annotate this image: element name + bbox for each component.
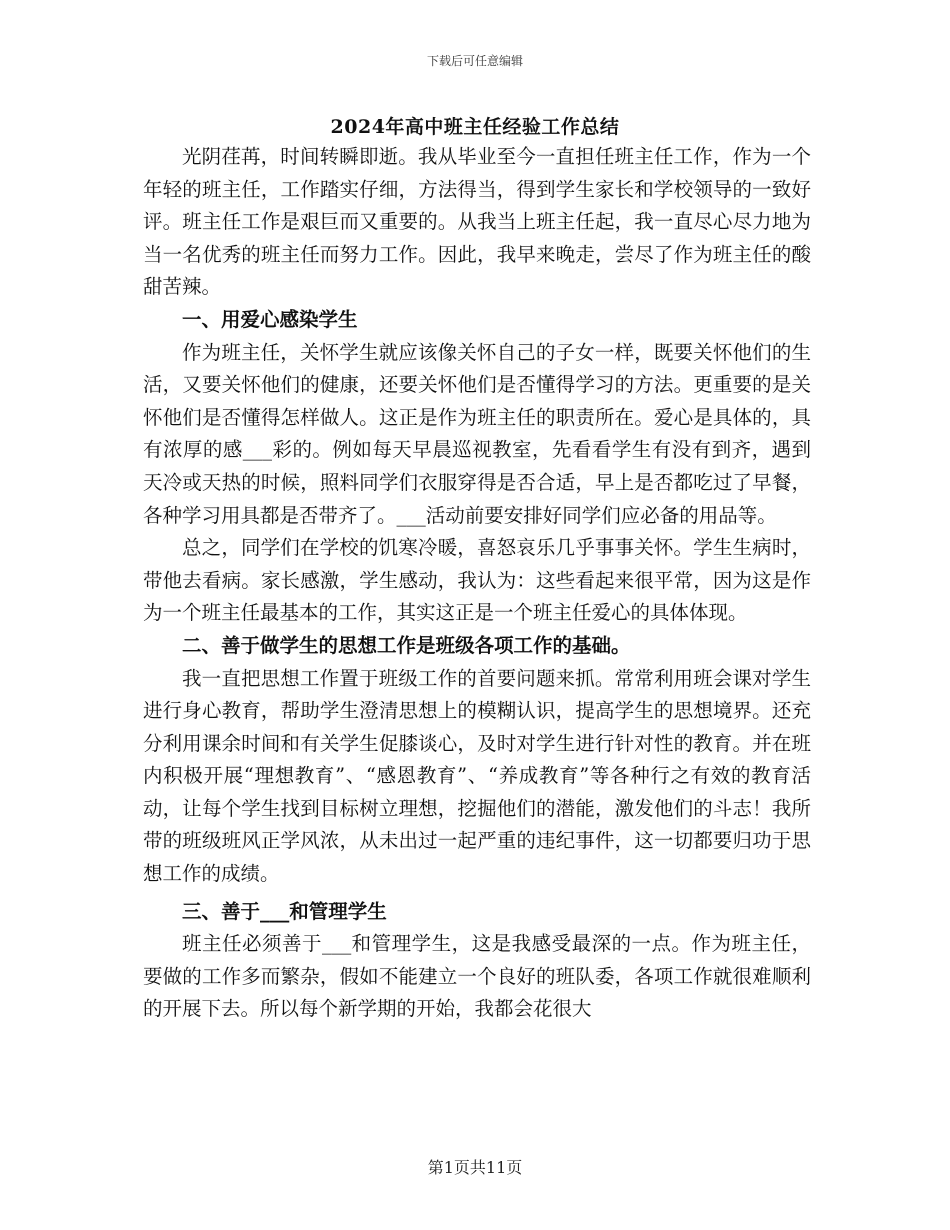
document-body [143,141,811,1026]
section-2-paragraph-1: 我一直把思想工作置于班级工作的首要问题来抓。常常利用班会课对学生进行身心教育，帮助学生澄清思想上的模糊认识，提高学生的思想境界。还充分利用课余时间和有关学生促膝谈心，及时对学生进行针对性的教育。并在班内积极开展“理想教育”、“感恩教育”、“养成教育”等各种行之有效的教育活动，让每个学生找到目标树立理想，挖掘他们的潜能，激发他们的斗志！我所带的班级班风正学风浓，从未出过一起严重的违纪事件，这一切都要归功于思想工作的成绩。 [143,666,811,886]
intro-paragraph: 光阴荏苒，时间转瞬即逝。我从毕业至今一直担任班主任工作，作为一个年轻的班主任，工作踏实仔细，方法得当，得到学生家长和学校领导的一致好评。班主任工作是艰巨而又重要的。从我当上班主任起，我一直尽心尽力地为当一名优秀的班主任而努力工作。因此，我早来晚走，尝尽了作为班主任的酸甜苦辣。 [143,145,811,299]
section-3-paragraph-1: 班主任必须善于___和管理学生，这是我感受最深的一点。作为班主任，要做的工作多而繁杂，假如不能建立一个良好的班队委，各项工作就很难顺利的开展下去。所以每个新学期的开始，我都会花很大 [143,932,811,1021]
section-1-paragraph-1: 作为班主任，关怀学生就应该像关怀自己的子女一样，既要关怀他们的生活，又要关怀他们的健康，还要关怀他们是否懂得学习的方法。更重要的是关怀他们是否懂得怎样做人。这正是作为班主任的职责所在。爱心是具体的，具有浓厚的感___彩的。例如每天早晨巡视教室，先看看学生有没有到齐，遇到天冷或天热的时候，照料同学们衣服穿得是否合适，早上是否都吃过了早餐，各种学习用具都是否带齐了。___活动前要安排好同学们应必备的用品等。 [143,340,811,527]
page-number-footer: 第1页共11页 [427,1158,523,1177]
section-3-heading: 三、善于___和管理学生 [182,899,387,923]
section-1-heading: 一、用爱心感染学生 [182,307,358,331]
header-note: 下载后可任意编辑 [426,54,523,68]
section-1-paragraph-2: 总之，同学们在学校的饥寒冷暖，喜怒哀乐几乎事事关怀。学生生病时，带他去看病。家长感激，学生感动，我认为：这些看起来很平常，因为这是作为一个班主任最基本的工作，其实这正是一个班主任爱心的具体体现。 [143,536,811,625]
section-2-heading: 二、善于做学生的思想工作是班级各项工作的基础。 [182,633,631,657]
document-title: 2024年高中班主任经验工作总结 [330,116,620,138]
